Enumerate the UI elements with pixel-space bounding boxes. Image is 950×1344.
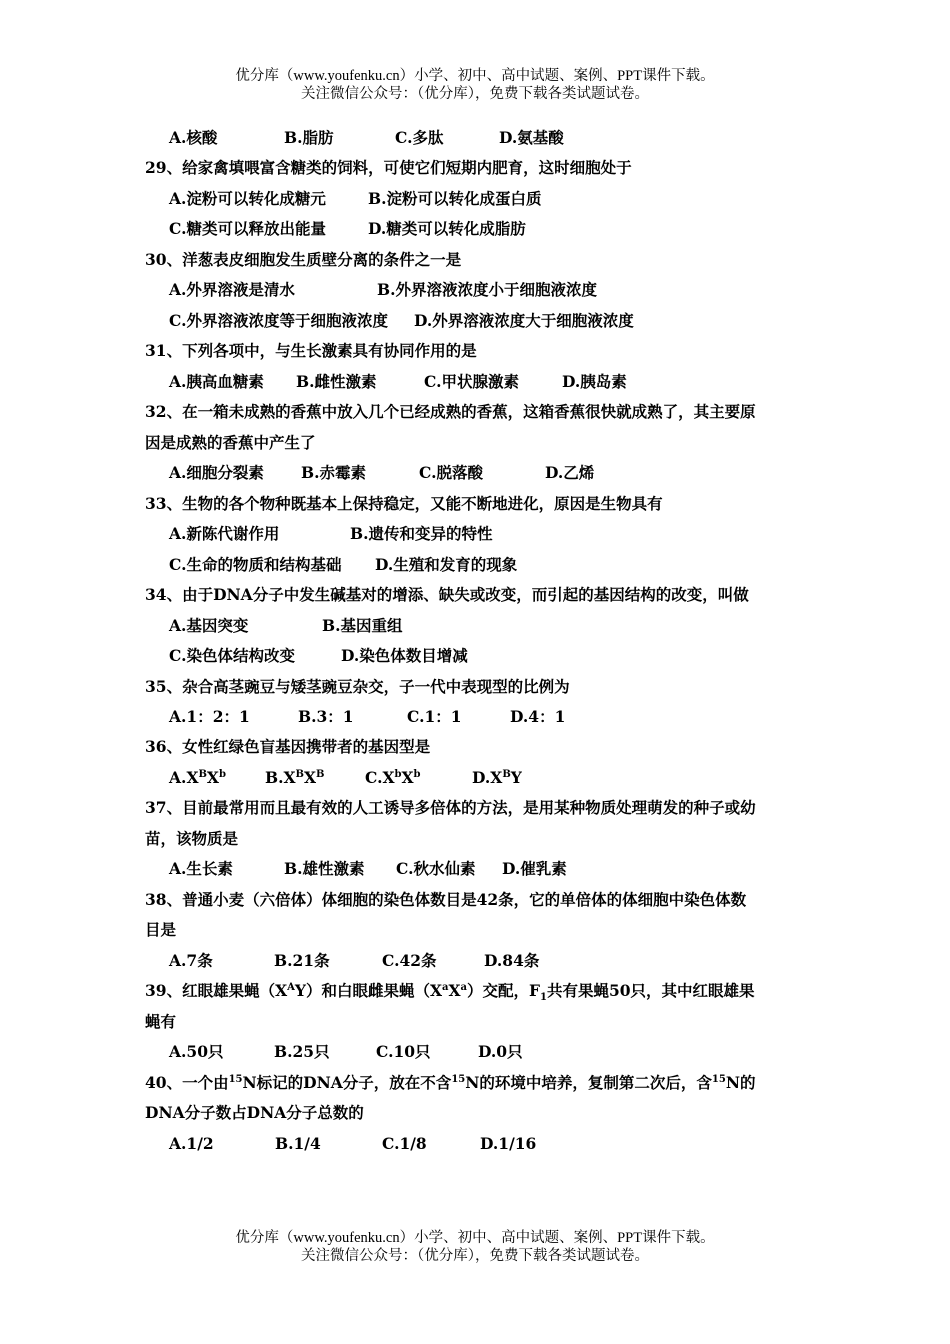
q37-stem-line1: 37、目前最常用而且最有效的人工诱导多倍体的方法，是用某种物质处理萌发的种子或幼 <box>145 798 756 817</box>
footer-line-1: 优分库（www.youfenku.cn）小学、初中、高中试题、案例、PPT课件下载。 <box>235 1230 715 1246</box>
q30-option-d: D.外界溶液浓度大于细胞液浓度 <box>414 311 634 330</box>
q29-stem: 29、给家禽填喂富含糖类的饲料，可使它们短期内肥育，这时细胞处于 <box>145 158 632 177</box>
q33-option-c: C.生命的物质和结构基础 <box>169 555 342 574</box>
q33-option-b: B.遗传和变异的特性 <box>350 524 493 543</box>
q32-option-c: C.脱落酸 <box>419 463 483 482</box>
q40-stem-line1: 40、一个由$^{15}$N标记的DNA分子，放在不含$^{15}$N的环境中培养，复制第二次后，含$^{15}$N的 <box>145 1073 756 1092</box>
q32-option-b: B.赤霉素 <box>301 463 366 482</box>
q31-stem: 31、下列各项中，与生长激素具有协同作用的是 <box>145 341 477 360</box>
q39-option-d: D.0只 <box>478 1042 523 1061</box>
q39-option-a: A.50只 <box>169 1042 224 1061</box>
q32-option-a: A.细胞分裂素 <box>169 463 264 482</box>
page-footer <box>0 1229 950 1265</box>
q35-option-a: A.1：2：1 <box>169 707 250 726</box>
q30-stem: 30、洋葱表皮细胞发生质壁分离的条件之一是 <box>145 250 462 269</box>
q36-option-b: $B.X^BX^B$ <box>265 768 325 787</box>
q36-option-a: $A.X^BX^b$ <box>169 768 226 787</box>
q33-option-d: D.生殖和发育的现象 <box>375 555 518 574</box>
q36-stem: 36、女性红绿色盲基因携带者的基因型是 <box>145 737 431 756</box>
q38-option-a: A.7条 <box>169 951 213 970</box>
q40-option-a: A.1/2 <box>169 1134 214 1153</box>
header-line-1: 优分库（www.youfenku.cn）小学、初中、高中试题、案例、PPT课件下载。 <box>235 68 715 84</box>
q30-option-c: C.外界溶液浓度等于细胞液浓度 <box>169 311 388 330</box>
q36-option-c: $C.X^bX^b$ <box>365 768 421 787</box>
q39-option-b: B.25只 <box>274 1042 330 1061</box>
q35-option-b: B.3：1 <box>298 707 354 726</box>
q35-stem: 35、杂合高茎豌豆与矮茎豌豆杂交，子一代中表现型的比例为 <box>145 677 570 696</box>
q40-option-d: D.1/16 <box>480 1134 537 1153</box>
q30-option-b: B.外界溶液浓度小于细胞液浓度 <box>377 280 597 299</box>
q39-stem-line2: 蝇有 <box>145 1012 177 1031</box>
q39-stem-line1: 39、红眼雄果蝇$(X^AY)$和白眼雌果蝇$(X^aX^a)$交配，$F_1$共有果蝇50只，其中红眼雄果 <box>145 981 755 1004</box>
q39-option-c: C.10只 <box>376 1042 431 1061</box>
q38-option-c: C.42条 <box>382 951 437 970</box>
q34-option-b: B.基因重组 <box>322 616 403 635</box>
q35-option-c: C.1：1 <box>407 707 462 726</box>
q32-stem-line2: 因是成熟的香蕉中产生了 <box>145 433 316 452</box>
q32-stem-line1: 32、在一箱未成熟的香蕉中放入几个已经成熟的香蕉，这箱香蕉很快就成熟了，其主要原 <box>145 402 756 421</box>
q36-option-d: $D.X^BY$ <box>472 768 522 787</box>
q40-option-c: C.1/8 <box>382 1134 427 1153</box>
q28-option-d: D.氨基酸 <box>499 128 564 147</box>
q29-option-c: C.糖类可以释放出能量 <box>169 219 326 238</box>
q38-stem-line2: 目是 <box>145 920 177 939</box>
q28-option-c: C.多肽 <box>395 128 444 147</box>
q37-stem-line2: 苗，该物质是 <box>145 829 239 848</box>
q40-stem-line2: DNA分子数占DNA分子总数的 <box>145 1103 364 1122</box>
q28-option-a: A.核酸 <box>169 128 218 147</box>
q37-option-c: C.秋水仙素 <box>396 859 476 878</box>
q29-option-a: A.淀粉可以转化成糖元 <box>169 189 326 208</box>
q31-option-d: D.胰岛素 <box>562 372 627 391</box>
q32-option-d: D.乙烯 <box>545 463 595 482</box>
q33-stem: 33、生物的各个物种既基本上保持稳定，又能不断地进化，原因是生物具有 <box>145 494 663 513</box>
footer-line-2: 关注微信公众号：（优分库），免费下载各类试题试卷。 <box>301 1248 649 1264</box>
q35-option-d: D.4：1 <box>510 707 566 726</box>
q34-option-c: C.染色体结构改变 <box>169 646 295 665</box>
q37-option-d: D.催乳素 <box>502 859 567 878</box>
q34-stem: 34、由于DNA分子中发生碱基对的增添、缺失或改变，而引起的基因结构的改变，叫做 <box>145 585 749 604</box>
q40-option-b: B.1/4 <box>275 1134 321 1153</box>
page-header <box>0 67 950 103</box>
header-line-2: 关注微信公众号：（优分库），免费下载各类试题试卷。 <box>301 86 649 102</box>
q28-option-b: B.脂肪 <box>284 128 334 147</box>
q29-option-b: B.淀粉可以转化成蛋白质 <box>368 189 542 208</box>
q37-option-b: B.雄性激素 <box>284 859 365 878</box>
q33-option-a: A.新陈代谢作用 <box>169 524 280 543</box>
q31-option-b: B.雌性激素 <box>296 372 377 391</box>
q38-option-d: D.84条 <box>484 951 540 970</box>
q31-option-c: C.甲状腺激素 <box>424 372 519 391</box>
q37-option-a: A.生长素 <box>169 859 233 878</box>
q30-option-a: A.外界溶液是清水 <box>169 280 295 299</box>
q31-option-a: A.胰高血糖素 <box>169 372 264 391</box>
q34-option-d: D.染色体数目增减 <box>341 646 468 665</box>
q29-option-d: D.糖类可以转化成脂肪 <box>368 219 526 238</box>
q34-option-a: A.基因突变 <box>169 616 249 635</box>
q38-option-b: B.21条 <box>274 951 330 970</box>
q38-stem-line1: 38、普通小麦（六倍体）体细胞的染色体数目是42条，它的单倍体的体细胞中染色体数 <box>145 890 747 909</box>
